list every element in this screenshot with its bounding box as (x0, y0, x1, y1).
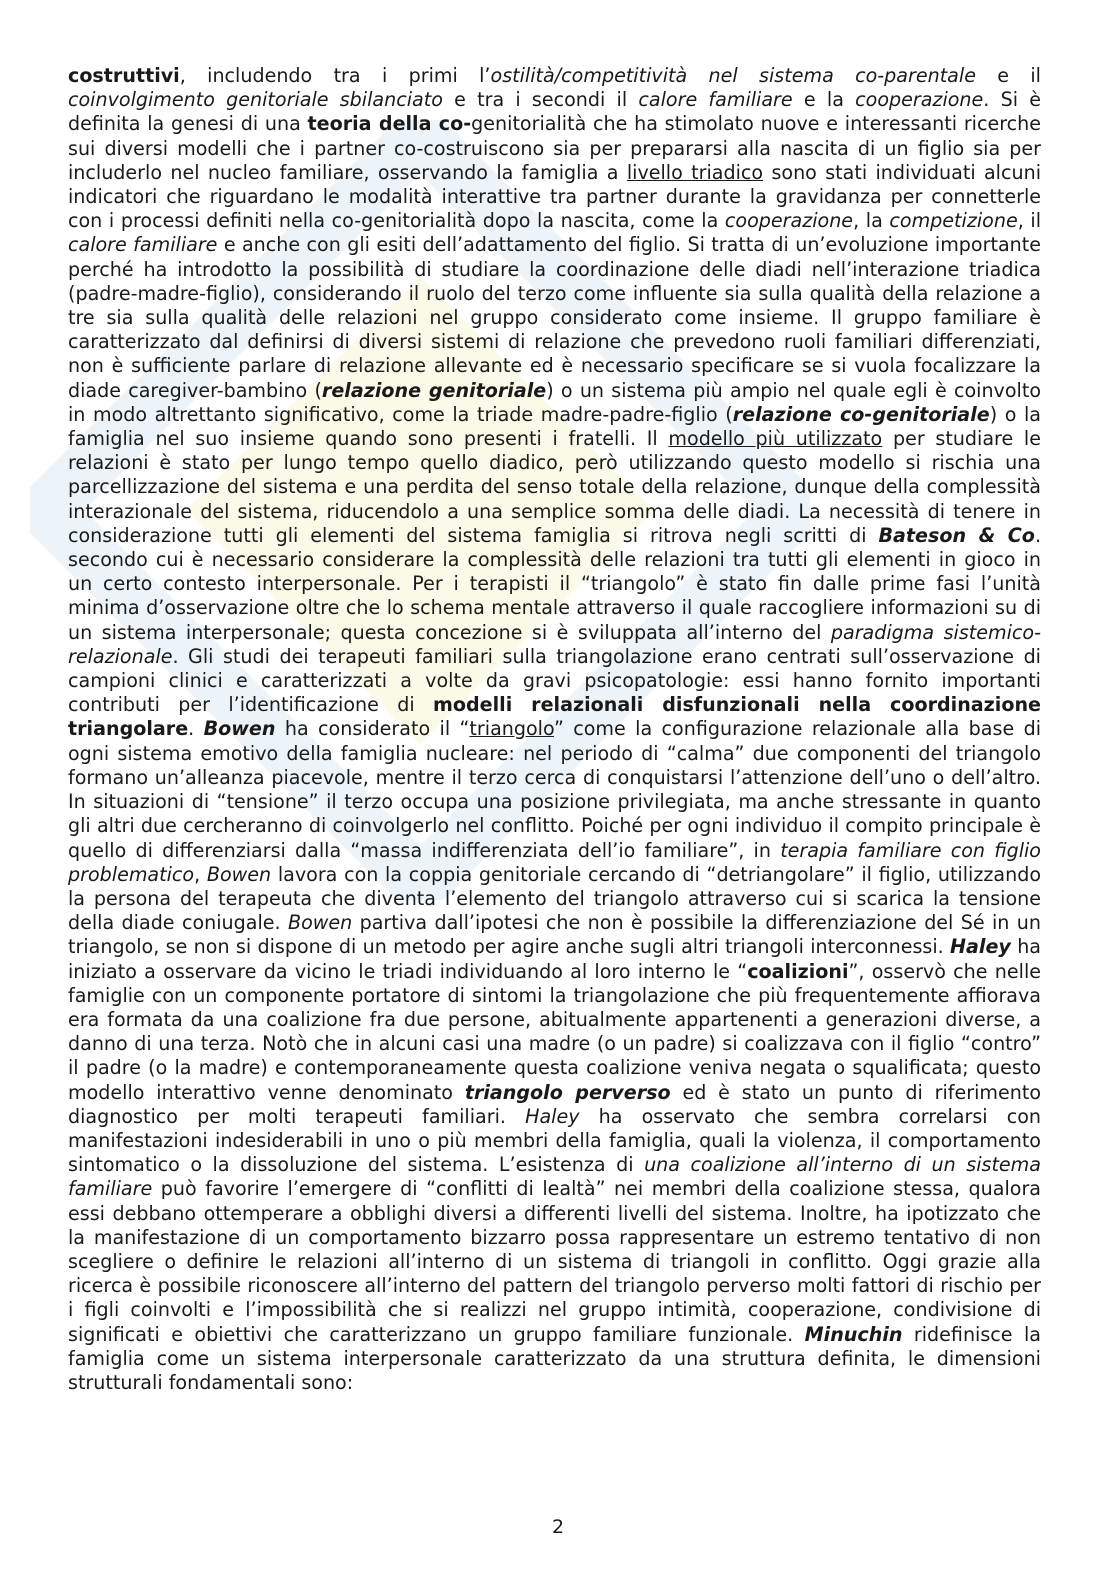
emphasized-text: relazione co-genitoriale (732, 402, 990, 426)
text-run: , la (853, 209, 890, 233)
emphasized-text: terapia familiare con figlio problematico (68, 838, 1041, 886)
text-run: e anche con gli esiti dell’adattamento del figlio. Si tratta di un’evoluzione importante perché ha introdotto la possibilità di studiare la coordinazione delle diadi nell’interazione triadica (padre-madre-figlio), considerando il ruolo del terzo come influente sia sulla qualità della relazione a tre sia sulla qualità delle relazioni nel gruppo considerato come insieme. Il gruppo familiare è caratterizzato dal definirsi di diversi sistemi di relazione che prevedono ruoli familiari differenziati, non è sufficiente parlare di relazione allevante ed è necessario specificare se si vuola focalizzare la diade caregiver-bambino ( (68, 233, 1041, 402)
text-run: e la (792, 88, 856, 112)
emphasized-text: modello più utilizzato (668, 427, 883, 451)
text-run: ha considerato il “ (275, 717, 470, 741)
emphasized-text: paradigma sistemico-relazionale (68, 620, 1041, 668)
emphasized-text: Haley (525, 1104, 580, 1128)
emphasized-text: Haley (950, 935, 1011, 959)
text-run: , includendo tra i primi l’ (179, 64, 491, 87)
text-run: partiva dall’ipotesi che non è possibile la differenziazione del Sé in un triangolo, se non si dispone di un metodo per agire anche sugli altri triangoli interconnessi. (68, 911, 1041, 959)
emphasized-text: calore familiare (68, 233, 218, 257)
text-run: . Si è definita la genesi di una (68, 88, 1041, 136)
emphasized-text: relazione genitoriale (321, 378, 547, 402)
text-run: ” come la configurazione relazionale alla base di ogni sistema emotivo della famiglia nucleare: nel periodo di “calma” due componenti del triangolo formano un’alleanza piacevole, mentre il terzo cerca di conquistarsi l’attenzione dell’uno o dell’altro. In situazioni di “tensione” il terzo occupa una posizione privilegiata, ma anche stressante in quanto gli altri due cercheranno di coinvolgerlo nel conflitto. Poiché per ogni individuo il compito principale è quello di differenziarsi dalla “massa indifferenziata dell’io familiare”, in (68, 717, 1042, 862)
emphasized-text: calore familiare (638, 88, 793, 112)
text-run: sono stati individuati alcuni indicatori che riguardano le modalità interattive tra partner durante la gravidanza per connetterle con i processi definiti nella co-genitorialità dopo la nascita, come la (68, 160, 1041, 233)
text-run: e tra i secondi il (442, 88, 639, 112)
text-run: lavora con la coppia genitoriale cercando di “detriangolare” il figlio, utilizzando la persona del terapeuta che diventa l’elemento del triangolo attraverso cui si scarica la tensione della diade coniugale. (68, 862, 1041, 935)
text-run: e il (975, 64, 1041, 87)
text-run: , (194, 862, 207, 886)
text-run: . secondo cui è necessario considerare la complessità delle relazioni tra tutti gli elementi in gioco in un certo contesto interpersonale. Per i terapisti il “triangolo” è stato fin dalle prime fasi l’unità minima d’osservazione oltre che lo schema mentale attraverso il quale raccogliere informazioni su di un sistema interpersonale; questa concezione si è sviluppata all’interno del (68, 523, 1042, 644)
emphasized-text: cooperazione (724, 209, 854, 233)
text-run: ”, osservò che nelle famiglie con un componente portatore di sintomi la triangolazione che più frequentemente affiorava era formata da una coalizione fra due persone, abitualmente appartenenti a generazioni diverse, a danno di una terza. Notò che in alcuni casi una madre (o un padre) si coalizzava con il figlio “contro” il padre (o la madre) e contemporaneamente questa coalizione veniva negata o squalificata; questo modello interattivo venne denominato (68, 959, 1041, 1104)
emphasized-text: cooperazione (855, 88, 984, 112)
text-run: per studiare le relazioni è stato per lungo tempo quello diadico, però utilizzando questo modello si rischia una parcellizzazione del sistema e una perdita del senso totale della relazione, dunque della complessità interazionale del sistema, riducendolo a una semplice somma delle diadi. La necessità di tenere in considerazione tutti gli elementi del sistema famiglia si ritrova negli scritti di (68, 427, 1041, 547)
emphasized-text: ostilità/competitività nel sistema co-parentale (490, 64, 976, 87)
emphasized-text: Bowen (206, 862, 272, 886)
emphasized-text: triangolo (469, 717, 554, 741)
emphasized-text: coinvolgimento genitoriale sbilanciato (68, 88, 443, 112)
text-run: ha osservato che sembra correlarsi con manifestazioni indesiderabili in uno o più membri della famiglia, quali la violenza, il comportamento sintomatico o la dissoluzione del sistema. L’esistenza di (68, 1104, 1041, 1177)
document-body (68, 64, 1041, 1395)
emphasized-text: Minuchin (804, 1322, 903, 1346)
emphasized-text: livello triadico (626, 160, 764, 184)
text-run: . Gli studi dei terapeuti familiari sulla triangolazione erano centrati sull’osservazione di campioni clinici e caratterizzati a volte da gravi psicopatologie: essi hanno fornito importanti contributi per l’identificazione di (68, 644, 1041, 717)
text-run: , il (1017, 209, 1042, 233)
emphasized-text: Bowen (203, 717, 276, 741)
text-run: ridefinisce la famiglia come un sistema interpersonale caratterizzato da una struttura definita, le dimensioni strutturali fondamentali sono: (68, 1322, 1041, 1394)
text-run: ) o un sistema più ampio nel quale egli è coinvolto in modo altrettanto significativo, come la triade madre-padre-figlio ( (68, 378, 1041, 426)
text-run: ) o la famiglia nel suo insieme quando sono presenti i fratelli. Il (68, 402, 1041, 451)
emphasized-text: modelli relazionali disfunzionali nella coordinazione triangolare (68, 693, 1041, 741)
emphasized-text: Bowen (287, 911, 353, 935)
emphasized-text: una coalizione all’interno di un sistema familiare (68, 1153, 1041, 1201)
page-number: 2 (551, 1516, 565, 1538)
emphasized-text: competizione (889, 209, 1018, 233)
text-run: genitorialità che ha stimolato nuove e interessanti ricerche sui diversi modelli che i partner co-costruiscono sia per prepararsi alla nascita di un figlio sia per includerlo nel nucleo familiare, osservando la famiglia a (68, 112, 1041, 184)
text-run: . (188, 717, 204, 741)
emphasized-text: coalizioni (747, 959, 849, 983)
emphasized-text: teoria della co- (307, 112, 472, 136)
body-paragraph (68, 64, 1041, 1395)
emphasized-text: costruttivi (68, 64, 180, 87)
text-run: ed è stato un punto di riferimento diagnostico per molti terapeuti familiari. (68, 1080, 1041, 1128)
text-run: può favorire l’emergere di “conflitti di lealtà” nei membri della coalizione stessa, qualora essi debbano ottemperare a obblighi diversi a differenti livelli del sistema. Inoltre, ha ipotizzato che la manifestazione di un comportamento bizzarro possa rappresentare un estremo tentativo di non scegliere o definire le relazioni all’interno di un sistema di triangoli in conflitto. Oggi grazie alla ricerca è possibile riconoscere all’interno del pattern del triangolo perverso molti fattori di rischio per i figli coinvolti e l’impossibilità che si realizzi nel gruppo intimità, cooperazione, condivisione di significati e obiettivi che caratterizzano un gruppo familiare funzionale. (68, 1177, 1041, 1346)
emphasized-text: Bateson & Co (878, 523, 1035, 547)
emphasized-text: triangolo perverso (464, 1080, 671, 1104)
text-run: ha iniziato a osservare da vicino le triadi individuando al loro interno le “ (68, 935, 1041, 983)
